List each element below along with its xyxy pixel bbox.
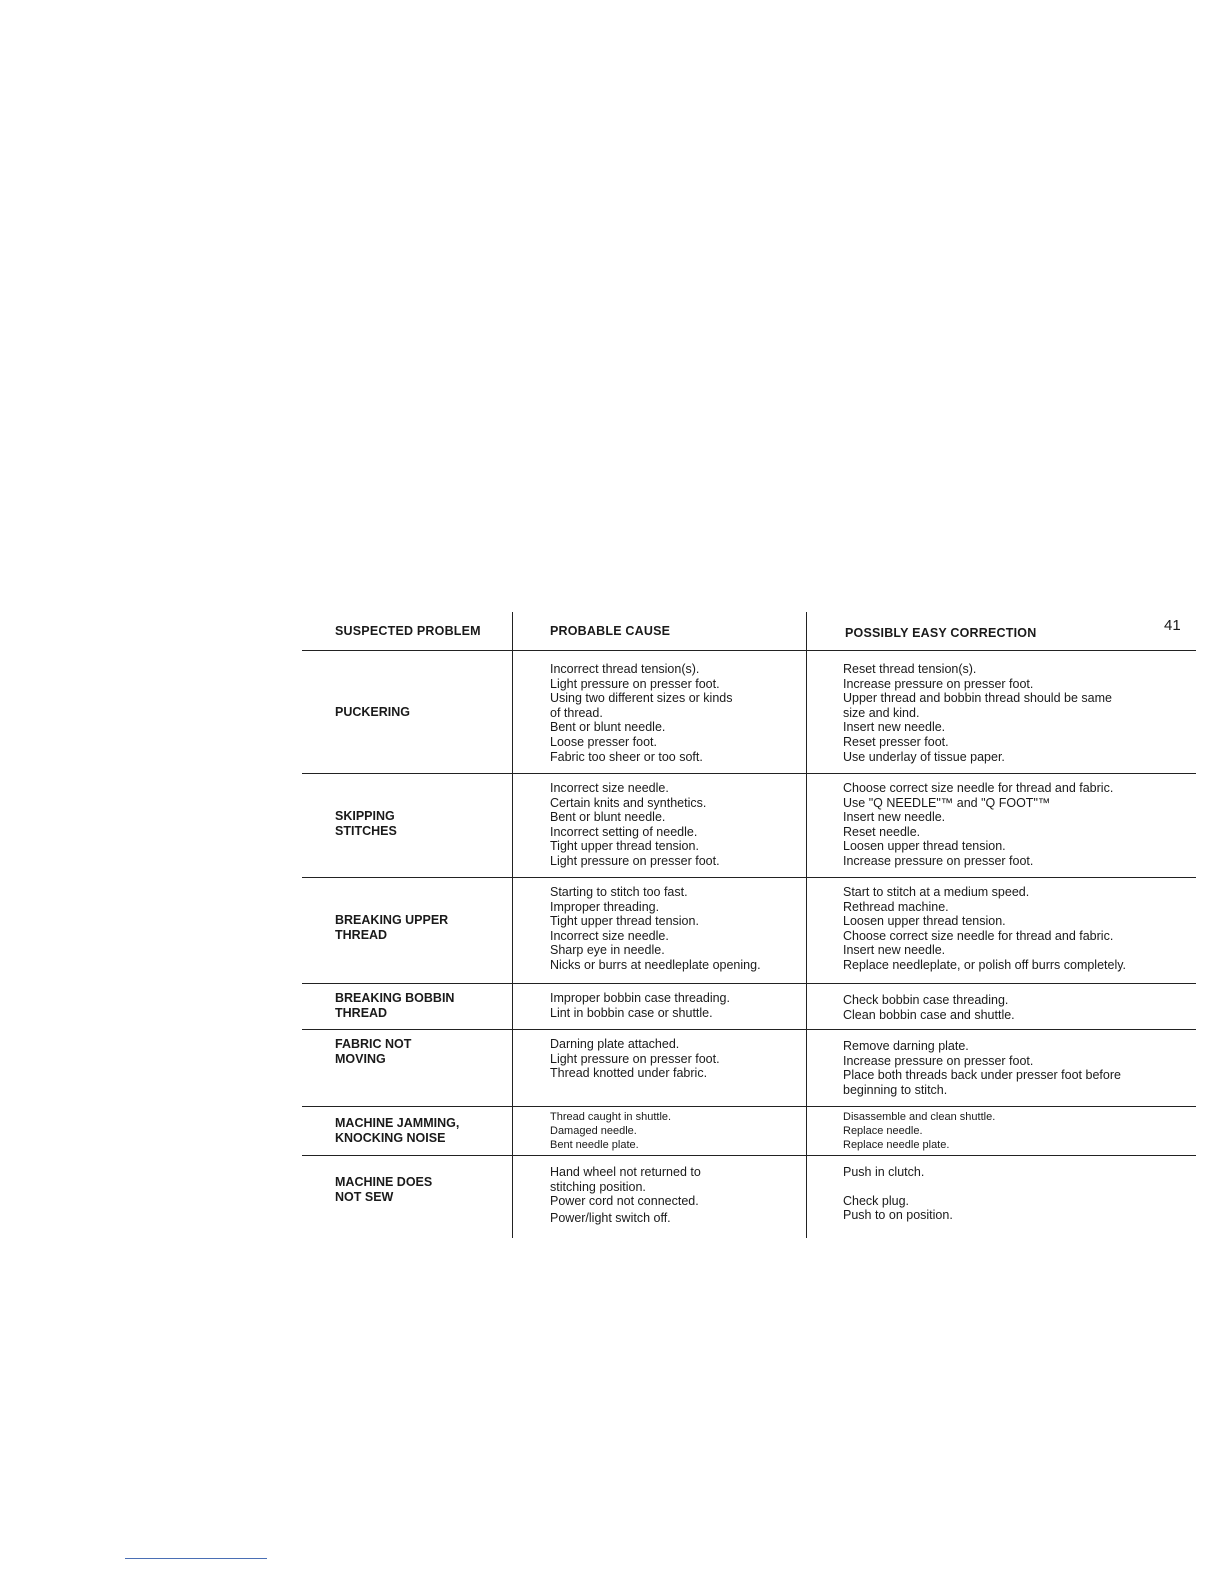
correction-list	[843, 993, 1193, 1022]
correction-item: Increase pressure on presser foot.	[843, 676, 1034, 691]
footer-rule	[125, 1558, 267, 1559]
column-divider	[512, 612, 513, 1238]
cause-list	[550, 1111, 800, 1152]
cause-item: Loose presser foot.	[550, 734, 658, 749]
cause-list	[550, 885, 800, 973]
correction-item: Rethread machine.	[843, 899, 949, 914]
correction-item: Replace needleplate, or polish off burrs completely.	[843, 957, 1127, 972]
correction-item: size and kind.	[843, 705, 920, 720]
correction-item: Replace needle.	[843, 1124, 923, 1137]
correction-item: Choose correct size needle for thread and fabric.	[843, 781, 1114, 795]
header-probable-cause: PROBABLE CAUSE	[550, 624, 671, 638]
correction-item: Reset presser foot.	[843, 734, 949, 749]
correction-item: Place both threads back under presser foot before	[843, 1068, 1121, 1083]
row-divider	[302, 983, 1196, 984]
cause-item: Thread caught in shuttle.	[550, 1111, 672, 1123]
correction-item: Choose correct size needle for thread and fabric.	[843, 928, 1114, 943]
correction-list	[843, 1111, 1193, 1152]
problem-label: BREAKING BOBBIN THREAD	[335, 991, 455, 1020]
correction-item: Check bobbin case threading.	[843, 993, 1009, 1007]
correction-item: Increase pressure on presser foot.	[843, 853, 1034, 868]
correction-item: Replace needle plate.	[843, 1138, 950, 1151]
correction-item: Insert new needle.	[843, 720, 946, 735]
cause-item: Using two different sizes or kinds	[550, 691, 733, 706]
problem-label: BREAKING UPPER THREAD	[335, 913, 449, 942]
cause-item: Bent needle plate.	[550, 1138, 639, 1151]
cause-item: Certain knits and synthetics.	[550, 795, 707, 810]
correction-item: Remove darning plate.	[843, 1039, 969, 1053]
correction-list	[843, 662, 1193, 764]
cause-item: Thread knotted under fabric.	[550, 1066, 708, 1081]
cause-item: Sharp eye in needle.	[550, 943, 665, 958]
correction-item: Use underlay of tissue paper.	[843, 749, 1005, 764]
correction-item: Insert new needle.	[843, 810, 946, 825]
column-divider	[806, 612, 807, 1238]
cause-item: Incorrect setting of needle.	[550, 824, 698, 839]
cause-item: Light pressure on presser foot.	[550, 853, 720, 868]
cause-item: Tight upper thread tension.	[550, 839, 699, 854]
cause-item: Nicks or burrs at needleplate opening.	[550, 957, 761, 972]
cause-item: of thread.	[550, 705, 603, 720]
cause-item: Power/light switch off.	[550, 1210, 671, 1225]
cause-item: Bent or blunt needle.	[550, 720, 666, 735]
cause-list	[550, 662, 800, 764]
correction-item: Disassemble and clean shuttle.	[843, 1111, 996, 1123]
correction-item: Upper thread and bobbin thread should be same	[843, 691, 1112, 706]
cause-item: Incorrect size needle.	[550, 928, 669, 943]
header-suspected-problem: SUSPECTED PROBLEM	[335, 624, 481, 638]
correction-item: Insert new needle.	[843, 943, 946, 958]
row-divider	[302, 877, 1196, 878]
cause-item: Power cord not connected.	[550, 1194, 699, 1209]
correction-item: Check plug.	[843, 1193, 910, 1208]
correction-item: Push in clutch.	[843, 1165, 925, 1179]
cause-item: Incorrect size needle.	[550, 781, 669, 795]
correction-list	[843, 781, 1193, 869]
cause-item: Light pressure on presser foot.	[550, 676, 720, 691]
problem-label: PUCKERING	[335, 705, 411, 719]
cause-list	[550, 1165, 800, 1225]
cause-item: Bent or blunt needle.	[550, 810, 666, 825]
correction-item: Loosen upper thread tension.	[843, 839, 1006, 854]
correction-item: Push to on position.	[843, 1208, 953, 1223]
row-divider	[302, 773, 1196, 774]
correction-item: Increase pressure on presser foot.	[843, 1053, 1034, 1068]
correction-item: Reset thread tension(s).	[843, 662, 977, 676]
correction-item: Reset needle.	[843, 824, 921, 839]
troubleshooting-table	[302, 612, 1196, 1238]
page-number: 41	[1164, 617, 1181, 634]
correction-list	[843, 1165, 1193, 1223]
cause-item: Incorrect thread tension(s).	[550, 662, 700, 676]
correction-list	[843, 885, 1193, 973]
correction-item: Clean bobbin case and shuttle.	[843, 1007, 1015, 1022]
cause-list	[550, 1037, 800, 1081]
cause-list	[550, 781, 800, 869]
cause-item: Light pressure on presser foot.	[550, 1051, 720, 1066]
row-divider	[302, 1155, 1196, 1156]
correction-item: Loosen upper thread tension.	[843, 914, 1006, 929]
cause-item: Starting to stitch too fast.	[550, 885, 688, 899]
header-possibly-easy-correction: POSSIBLY EASY CORRECTION	[845, 626, 1037, 640]
problem-label: FABRIC NOT MOVING	[335, 1037, 412, 1066]
row-divider	[302, 1029, 1196, 1030]
cause-item: Tight upper thread tension.	[550, 914, 699, 929]
cause-item: stitching position.	[550, 1179, 646, 1194]
problem-label: SKIPPING STITCHES	[335, 809, 397, 838]
problem-label: MACHINE JAMMING, KNOCKING NOISE	[335, 1116, 460, 1145]
correction-item: Start to stitch at a medium speed.	[843, 885, 1030, 899]
correction-item: Use "Q NEEDLE"™ and "Q FOOT"™	[843, 795, 1051, 810]
row-divider	[302, 650, 1196, 651]
correction-list	[843, 1039, 1193, 1097]
cause-list	[550, 991, 800, 1020]
problem-label: MACHINE DOES NOT SEW	[335, 1175, 433, 1204]
cause-item: Improper bobbin case threading.	[550, 991, 730, 1005]
cause-item: Hand wheel not returned to	[550, 1165, 701, 1179]
correction-item: beginning to stitch.	[843, 1082, 948, 1097]
cause-item: Damaged needle.	[550, 1124, 637, 1137]
row-divider	[302, 1106, 1196, 1107]
cause-item: Improper threading.	[550, 899, 660, 914]
cause-item: Fabric too sheer or too soft.	[550, 749, 703, 764]
cause-item: Darning plate attached.	[550, 1037, 680, 1051]
cause-item: Lint in bobbin case or shuttle.	[550, 1005, 713, 1020]
